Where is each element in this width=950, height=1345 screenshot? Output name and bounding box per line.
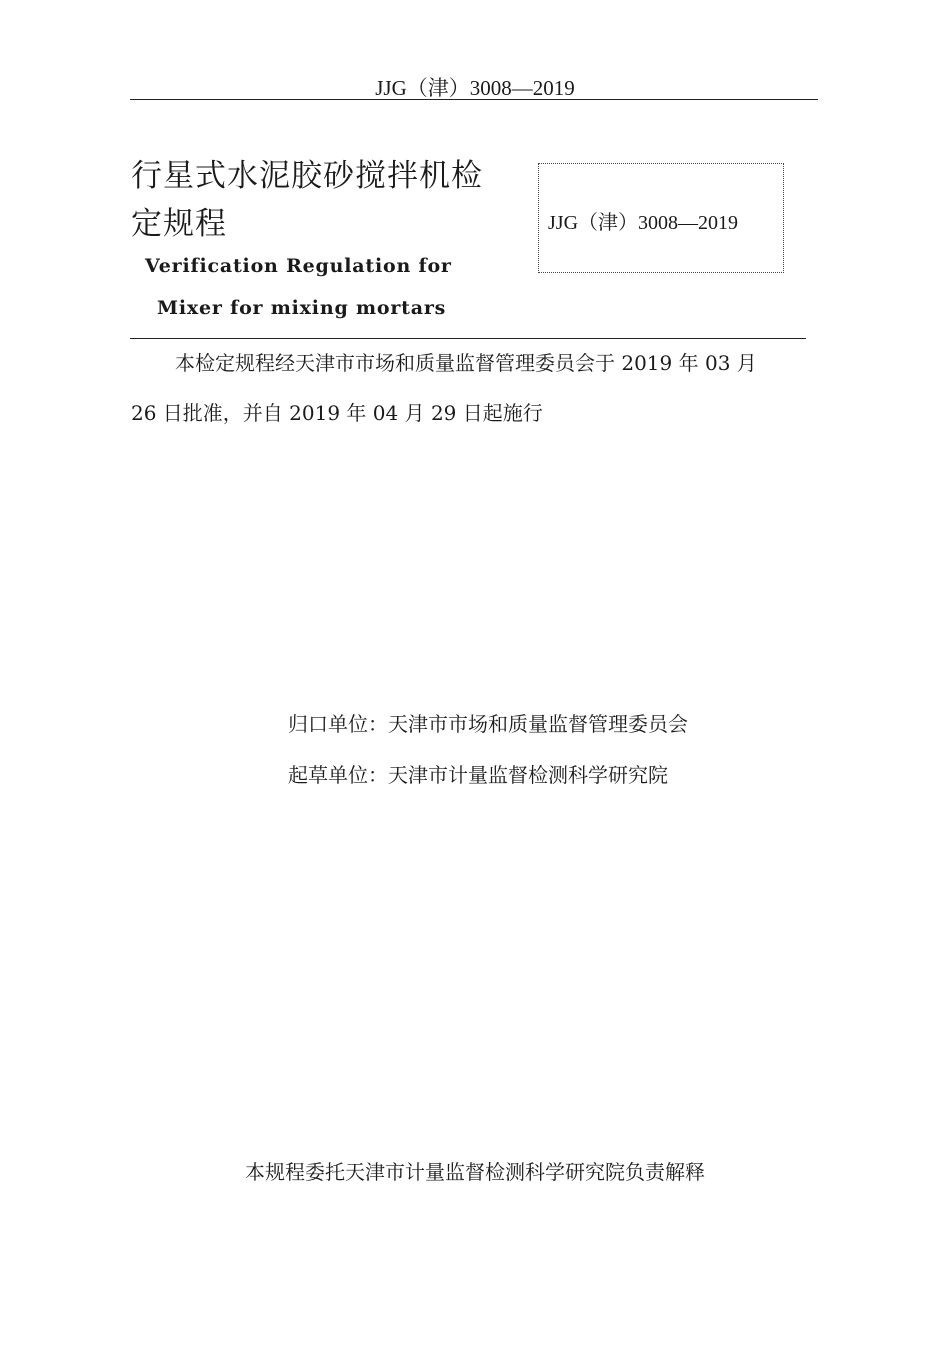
approval-text-line2: 26 日批准，并自 2019 年 04 月 29 日起施行 [131,401,543,425]
drafting-unit: 起草单位：天津市计量监督检测科学研究院 [288,763,668,787]
header-document-code: JJG（津）3008—2019 [375,76,575,100]
title-chinese-line1: 行星式水泥胶砂搅拌机检 [131,158,483,194]
approval-text-line1: 本检定规程经天津市市场和质量监督管理委员会于 2019 年 03 月 [175,351,757,375]
title-chinese-line2: 定规程 [131,206,227,242]
footer-interpretation-note: 本规程委托天津市计量监督检测科学研究院负责解释 [245,1160,705,1184]
title-english-line1: Verification Regulation for [145,255,452,277]
title-english-line2: Mixer for mixing mortars [157,297,447,319]
document-code-box-text: JJG（津）3008—2019 [548,212,739,234]
title-divider [130,338,806,339]
header-divider [130,99,818,100]
responsible-unit: 归口单位：天津市市场和质量监督管理委员会 [288,712,688,736]
